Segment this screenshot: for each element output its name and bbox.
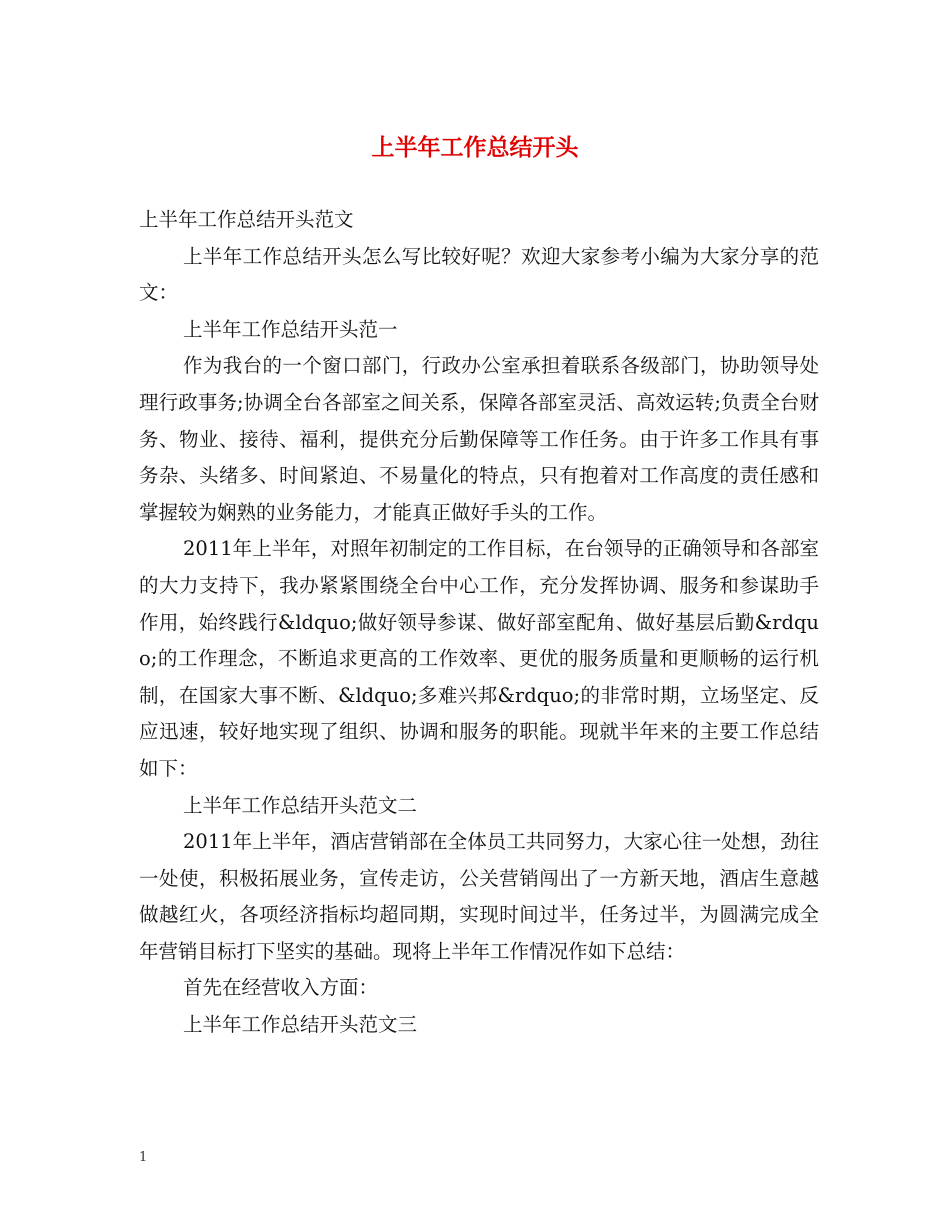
paragraph: 上半年工作总结开头范文三 [183,1013,418,1037]
paragraph: 首先在经营收入方面： [183,976,379,1000]
paragraph: 2011年上半年，酒店营销部在全体员工共同努力，大家心往一处想，劲往一处使，积极拓展业务，宣传走访，公关营销闯出了一方新天地，酒店生意越做越红火，各项经济指标均超同期，实现时间过半，任务过半，为圆满完成全年营销目标打下坚实的基础。现将上半年工作情况作如下总结： [139,830,819,963]
paragraph: 2011年上半年，对照年初制定的工作目标，在台领导的正确领导和各部室的大力支持下，我办紧紧围绕全台中心工作，充分发挥协调、服务和参谋助手作用，始终践行&ldquo;做好领导参谋、做好部室配角、做好基层后勤&rdquo;的工作理念，不断追求更高的工作效率、更优的服务质量和更顺畅的运行机制，在国家大事不断、&ldquo;多难兴邦&rdquo;的非常时期，立场坚定、反应迅速，较好地实现了组织、协调和服务的职能。现就半年来的主要工作总结如下： [139,537,819,780]
paragraph: 上半年工作总结开头怎么写比较好呢？欢迎大家参考小编为大家分享的范文： [139,244,819,305]
paragraph: 上半年工作总结开头范一 [183,317,398,341]
paragraph: 作为我台的一个窗口部门，行政办公室承担着联系各级部门，协助领导处理行政事务;协调全台各部室之间关系，保障各部室灵活、高效运转;负责全台财务、物业、接待、福利，提供充分后勤保障等工作任务。由于许多工作具有事务杂、头绪多、时间紧迫、不易量化的特点，只有抱着对工作高度的责任感和掌握较为娴熟的业务能力，才能真正做好手头的工作。 [139,354,819,524]
page-title: 上半年工作总结开头 [371,135,579,161]
page-number: 1 [139,1150,148,1165]
paragraph: 上半年工作总结开头范文 [139,208,354,231]
document-body [139,202,819,1044]
paragraph: 上半年工作总结开头范文二 [183,793,418,817]
